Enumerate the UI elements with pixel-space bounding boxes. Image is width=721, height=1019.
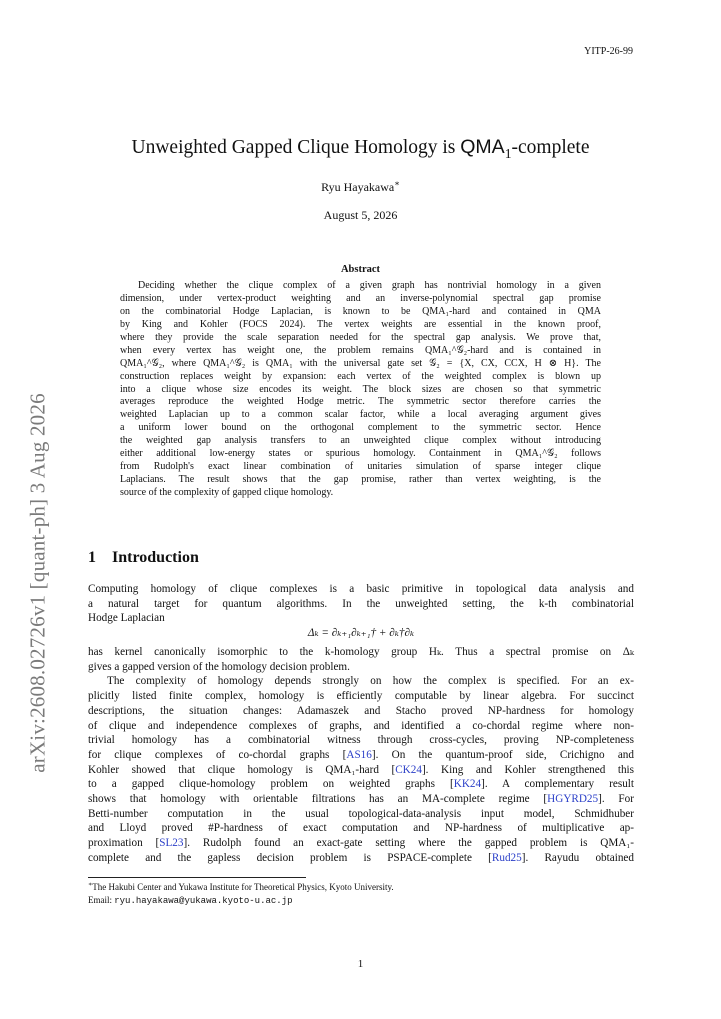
body-line: and Lloyd proved #P-hardness of exact computation and NP-hardness of multiplicative ap- xyxy=(88,822,634,835)
footnote-email-line xyxy=(88,894,634,908)
body-line: descriptions, the situation changes: Adamaszek and Stacho proved NP-hardness for homology xyxy=(88,704,634,717)
abstract-line: either additional low-energy states or spurious homology. Containment in QMA₁^𝒢₂ follows xyxy=(120,448,601,460)
abstract-line: Laplacians. The result shows that the gap promise, rather than vertex weighting, is the xyxy=(120,474,601,486)
body-line: Kohler showed that clique homology is QMA₁-hard [CK24]. King and Kohler strengthened this xyxy=(88,763,634,776)
section-title: Introduction xyxy=(112,549,199,566)
abstract-line: source of the complexity of gapped clique homology. xyxy=(120,487,334,498)
abstract-line: from Rudolph's exact linear combination of unitaries simulation of sparse integer clique xyxy=(120,461,601,473)
footnote-rule xyxy=(88,877,306,878)
author xyxy=(0,180,721,195)
body-line: a natural target for quantum algorithms. In the unweighted setting, the k-th combinatorial xyxy=(88,597,634,610)
citation-link[interactable]: AS16 xyxy=(346,748,372,761)
footnote xyxy=(88,881,634,907)
abstract-line: by King and Kohler (FOCS 2024). The vertex weights are essential in the known proof, xyxy=(120,318,601,330)
footnote-email-label: Email: xyxy=(88,894,115,905)
abstract-line: a uniform lower bound on the orthogonal complement to the symmetric sector. Hence xyxy=(120,422,601,434)
paper-title xyxy=(0,136,721,159)
abstract-line: averages reproduce the weighted Hodge metric. The symmetric sector therefore carries the xyxy=(120,396,601,408)
title-text: Unweighted Gapped Clique Homology is xyxy=(131,137,461,158)
footnote-email[interactable]: ryu.hayakawa@yukawa.kyoto-u.ac.jp xyxy=(114,895,293,906)
abstract-line: dimension, under vertex-product weighting and an inverse-polynomial spectral gap promise xyxy=(120,292,601,304)
body-line: gives a gapped version of the homology decision problem. xyxy=(88,660,350,673)
body-line: Betti-number computation in the usual topological-data-analysis input model, Schmidhuber xyxy=(88,807,634,820)
citation-link[interactable]: HGYRD25 xyxy=(547,792,599,805)
abstract-line: QMA₁^𝒢₂, where QMA₁^𝒢₂ is QMA₁ with the universal gate set 𝒢₂ = {X, CX, CCX, H ⊗ H}. The xyxy=(120,357,601,369)
body-line: Computing homology of clique complexes is a basic primitive in topological data analysis and xyxy=(88,583,634,595)
section-number: 1 xyxy=(88,549,96,566)
abstract-line: where they provide the scale separation needed for the spectral gap analysis. We prove that, xyxy=(120,331,601,343)
body-line: complete and the gapless decision problem is PSPACE-complete [Rud25]. Rayudu obtained xyxy=(88,851,634,864)
citation-link[interactable]: KK24 xyxy=(453,778,482,791)
introduction-body xyxy=(88,582,634,865)
body-line: for clique complexes of co-chordal graphs [AS16]. On the quantum-proof side, Crichigno and xyxy=(88,748,634,761)
body-line: plicitly listed finite complex, homology is efficiently computable by linear algebra. For succinct xyxy=(88,690,634,703)
body-line: The complexity of homology depends strongly on how the complex is specified. For an ex- xyxy=(107,675,634,688)
abstract-line: on the combinatorial Hodge Laplacian, is known to be QMA₁-hard and contained in QMA xyxy=(120,305,601,317)
body-line: Hodge Laplacian xyxy=(88,612,165,625)
footnote-mark: ∗ xyxy=(88,881,93,888)
author-name: Ryu Hayakawa xyxy=(321,180,395,194)
abstract-line: when every vertex has weight one, the problem remains QMA₁^𝒢₂-hard and is contained in xyxy=(120,344,601,356)
body-line: shows that homology with orientable filtrations has an MA-complete regime [HGYRD25]. For xyxy=(88,792,634,805)
body-line: trivial homology has a combinatorial witness through cross-cycles, proving NP-completeness xyxy=(88,734,634,747)
footnote-affiliation: The Hakubi Center and Yukawa Institute for Theoretical Physics, Kyoto University. xyxy=(92,882,394,892)
abstract-line: weighted Laplacian up to a common scalar factor, while a local averaging argument gives xyxy=(120,409,601,421)
abstract-heading: Abstract xyxy=(340,264,381,275)
author-footnote-mark: ∗ xyxy=(394,179,400,188)
body-line: of clique and independence complexes of graphs, and identified a co-chordal regime where non- xyxy=(88,719,634,732)
body-line: proximation [SL23]. Rudolph found an exact-gate setting where the gapped problem is QMA₁- xyxy=(88,837,634,849)
footnote-affiliation-line xyxy=(88,881,634,894)
section-heading xyxy=(88,549,199,567)
abstract-line: Deciding whether the clique complex of a given graph has nontrivial homology in a given xyxy=(138,280,601,291)
abstract-body xyxy=(120,280,601,500)
abstract-line: the weighted gap analysis transfers to an unweighted clique complex without introducing xyxy=(120,435,601,447)
abstract-line: construction replaces weight by expansion: each vertex of the weighted complex is blown up xyxy=(120,370,601,382)
laplacian-equation: Δₖ = ∂ₖ₊₁∂ₖ₊₁† + ∂ₖ†∂ₖ xyxy=(307,627,415,640)
title-qma-subscript: 1 xyxy=(504,145,512,161)
report-number: YITP-26-99 xyxy=(584,46,633,57)
paper-date: August 5, 2026 xyxy=(323,208,398,222)
title-suffix: -complete xyxy=(511,137,590,158)
arxiv-stamp-text: arXiv:2608.02726v1 [quant-ph] 3 Aug 2026 xyxy=(25,393,50,773)
page-number: 1 xyxy=(357,958,364,970)
title-qma: QMA xyxy=(460,136,505,158)
body-line: has kernel canonically isomorphic to the k-homology group Hₖ. Thus a spectral promise on Δₖ xyxy=(88,646,634,659)
citation-link[interactable]: Rud25 xyxy=(491,851,522,864)
body-line: to a gapped clique-homology problem on weighted graphs [KK24]. A complementary result xyxy=(88,778,635,791)
citation-link[interactable]: SL23 xyxy=(159,837,184,849)
abstract-line: into a clique whose size encodes its weight. The block sizes are chosen so that symmetric xyxy=(120,383,601,395)
citation-link[interactable]: CK24 xyxy=(395,763,422,776)
